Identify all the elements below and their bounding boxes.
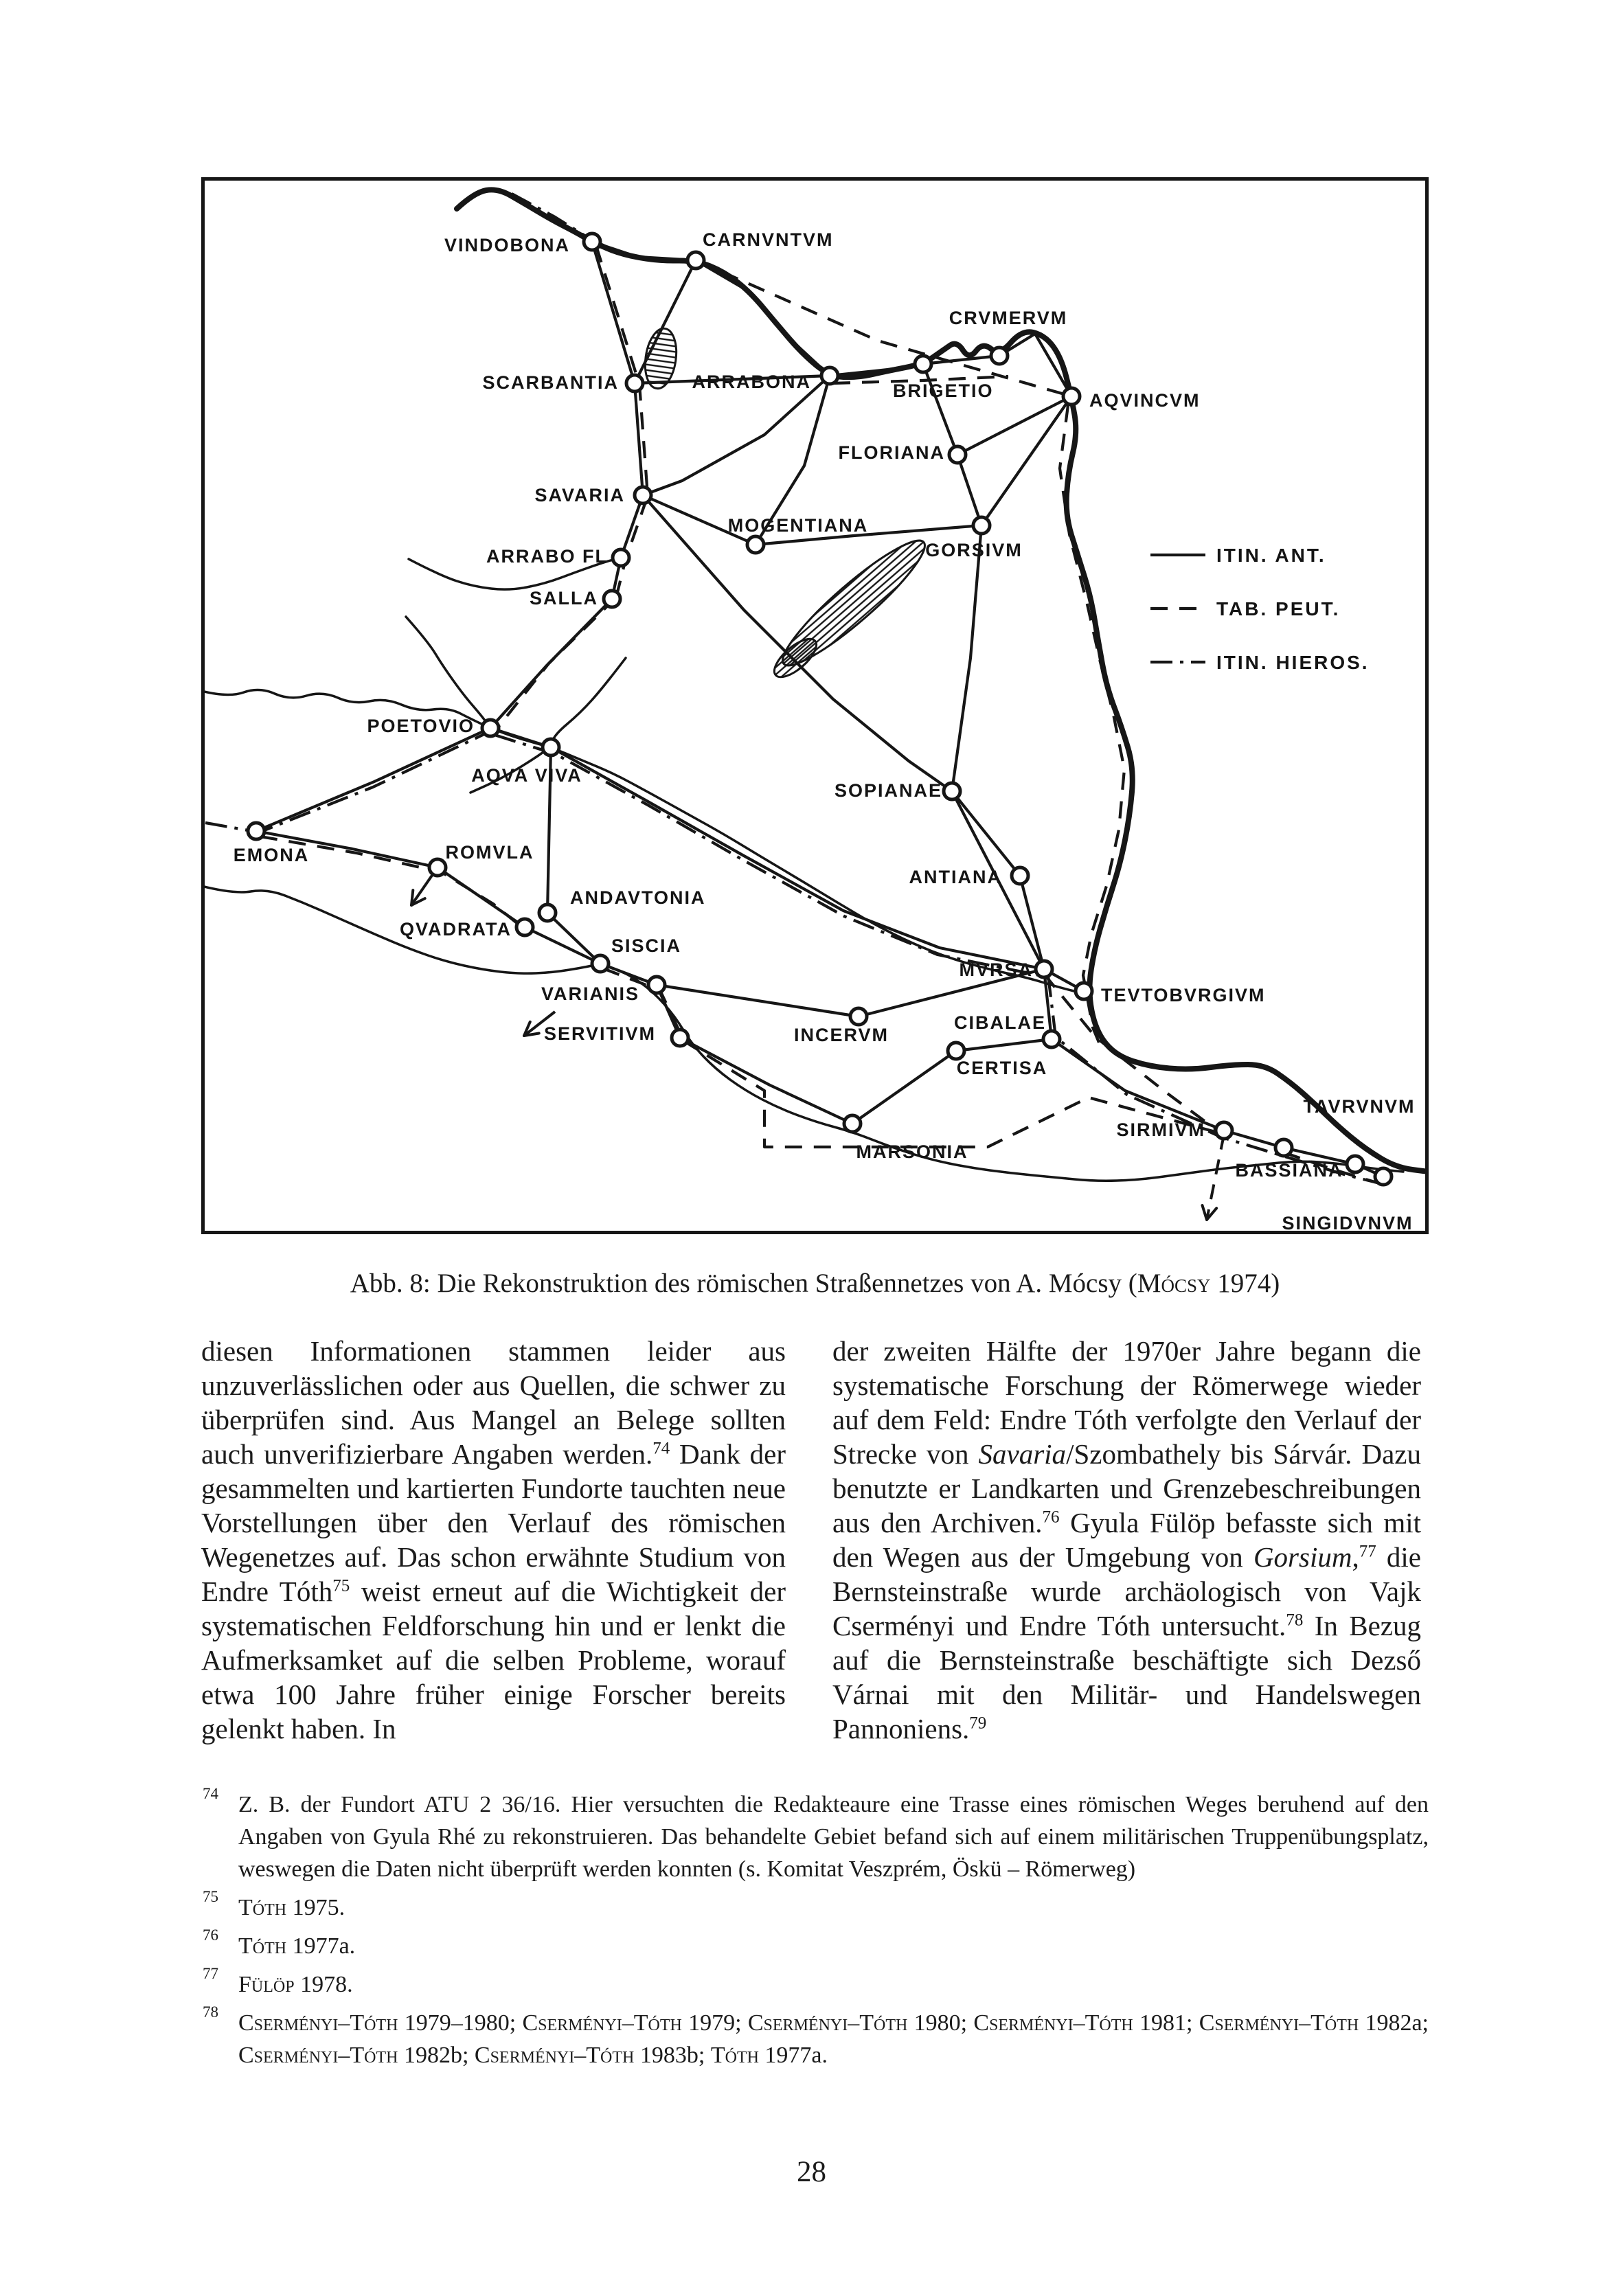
place-node-andavtonia	[539, 905, 556, 921]
road-solid	[952, 525, 981, 791]
road-solid	[696, 260, 830, 376]
place-node-vindobona	[584, 234, 600, 250]
place-node-singidvnvm	[1375, 1168, 1392, 1185]
place-label-carnvntvm: CARNVNTVM	[703, 229, 834, 250]
place-node-emona	[248, 823, 264, 839]
figure-map-frame	[201, 177, 1429, 1234]
place-label-brigetio: BRIGETIO	[893, 380, 994, 401]
place-node-aqvaviva	[543, 739, 559, 755]
place-node-floriana	[949, 446, 966, 463]
page-number: 28	[797, 2156, 826, 2188]
roman-roads-map	[201, 177, 1429, 1234]
place-node-cibalae	[1043, 1031, 1060, 1047]
place-node-poetovio	[482, 720, 499, 736]
place-node-marsonia	[844, 1115, 861, 1132]
place-node-scarbantia	[626, 375, 643, 391]
place-label-savaria: SAVARIA	[534, 485, 625, 505]
footnote-77: 77 Fülöp 1978.	[203, 1965, 353, 1997]
place-node-tevtobvrgivm	[1076, 983, 1092, 999]
road-solid	[592, 242, 635, 383]
map-border	[203, 179, 1427, 1233]
footnote-76: 76 Tóth 1977a.	[203, 1926, 356, 1959]
place-node-tavrvnvm	[1347, 1156, 1363, 1172]
road-dashdot	[1048, 975, 1388, 1185]
place-label-incervm: INCERVM	[793, 1025, 889, 1045]
legend-label-solid: ITIN. ANT.	[1216, 545, 1326, 566]
place-node-certisa	[948, 1043, 964, 1059]
road-solid	[525, 927, 600, 964]
road-solid	[1020, 876, 1044, 969]
place-label-singidvnvm: SINGIDVNVM	[1282, 1213, 1414, 1234]
place-node-romvla	[429, 859, 446, 876]
place-node-bassiana	[1275, 1139, 1292, 1156]
place-label-qvadrata: QVADRATA	[400, 919, 512, 940]
place-label-vindobona: VINDOBONA	[444, 235, 570, 255]
place-label-romvla: ROMVLA	[445, 842, 534, 863]
place-node-salla	[604, 591, 620, 607]
road-solid	[852, 1051, 956, 1124]
place-label-tavrvnvm: TAVRVNVM	[1303, 1096, 1416, 1117]
place-label-crvmervm: CRVMERVM	[949, 308, 1068, 328]
road-solid	[956, 1039, 1052, 1051]
place-node-sirmivm	[1216, 1122, 1232, 1139]
place-node-brigetio	[915, 356, 931, 372]
place-node-sopianae	[944, 783, 960, 799]
route-arrow	[1207, 1135, 1224, 1220]
place-node-varianis	[648, 977, 665, 993]
place-label-floriana: FLORIANA	[838, 442, 945, 463]
route-arrowhead	[1202, 1205, 1207, 1220]
place-node-savaria	[635, 487, 651, 503]
body-column-right: der zweiten Hälfte der 1970er Jahre begann die systematische Forschung der Römerwege wieder auf dem Feld: Endre Tóth verfolgte den Verlauf der Strecke von Savaria/Szombathely bis Sárvár. Dazu benutzte er Landkarten und Grenzebeschreibungen aus den Archiven.$^{76}$ Gyula Fülöp befasste sich mit den Wegen aus der Umgebung von Gorsium,$^{77}$ die Bernsteinstraße wurde archäologisch von Vajk Cserményi und Endre Tóth untersucht.$^{78}$ In Bezug auf die Bernsteinstraße beschäftigte sich Dezső Várnai mit den Militär- und Handelswegen Pannoniens.$^{79}$	[832, 1335, 1421, 1744]
figure-caption: Abb. 8: Die Rekonstruktion des römischen Straßennetzes von A. Mócsy (Mócsy 1974)	[350, 1269, 1280, 1298]
road-dashdot	[205, 823, 252, 831]
place-label-poetovio: POETOVIO	[367, 716, 475, 736]
road-solid	[957, 396, 1071, 455]
place-label-servitivm: SERVITIVM	[543, 1023, 656, 1044]
place-label-antiana: ANTIANA	[909, 867, 1002, 887]
place-label-scarbantia: SCARBANTIA	[482, 372, 619, 393]
road-solid	[657, 985, 859, 1016]
place-label-certisa: CERTISA	[956, 1058, 1048, 1078]
footnotes	[201, 1785, 1429, 2078]
place-label-aqvaviva: AQVA VIVA	[471, 765, 582, 786]
legend-label-dashdot: ITIN. HIEROS.	[1216, 652, 1370, 673]
road-solid	[952, 791, 1020, 876]
place-label-bassiana: BASSIANA	[1235, 1160, 1343, 1181]
place-node-siscia	[592, 955, 609, 972]
place-label-salla: SALLA	[530, 588, 598, 609]
road-solid	[981, 396, 1071, 525]
river	[406, 617, 490, 728]
place-label-gorsivm: GORSIVM	[925, 540, 1023, 560]
road-dashed	[495, 598, 616, 731]
place-node-antiana	[1012, 867, 1028, 884]
body-column-left: diesen Informationen stammen leider aus unzuverlässlichen oder aus Quellen, die schwer zu überprüfen sind. Aus Mangel an Belege sollten auch unverifizierbare Angaben werden.$^{74}$ Dank der gesammelten und kartierten Fundorte tauchten neue Vorstellungen über den Verlauf des römischen Wegenetzes auf. Das schon erwähnte Studium von Endre Tóth$^{75}$ weist erneut auf die Wichtigkeit der systematischen Feldforschung hin und er lenkt die Aufmerksamket auf die selben Probleme, worauf etwa 100 Jahre früher einige Forscher bereits gelenkt haben. In	[201, 1335, 786, 1744]
place-node-incervm	[850, 1008, 867, 1025]
road-dashed	[596, 246, 648, 598]
place-node-crvmervm	[991, 348, 1008, 364]
place-label-mvrsa: MVRSA	[959, 959, 1033, 980]
road-solid	[680, 1038, 852, 1124]
place-node-mogentiana	[747, 536, 764, 553]
place-label-marsonia: MARSONIA	[856, 1141, 968, 1162]
road-solid	[547, 913, 600, 964]
place-label-sirmivm: SIRMIVM	[1116, 1119, 1205, 1140]
road-solid	[643, 376, 830, 495]
place-node-aqvincvm	[1063, 388, 1080, 405]
place-label-aqvincvm: AQVINCVM	[1089, 390, 1201, 411]
place-node-carnvntvm	[688, 252, 704, 269]
footnote-78: 78 Cserményi–Tóth 1979–1980; Cserményi–Tóth 1979; Cserményi–Tóth 1980; Cserményi–Tóth 1981; Cserményi–Tóth 1982a; Cserményi–Tóth 1982b; Cserményi–Tóth 1983b; Tóth 1977a.	[203, 2003, 1429, 2068]
road-dashdot	[512, 194, 586, 236]
place-node-servitivm	[672, 1030, 688, 1046]
place-label-tevtobvrgivm: TEVTOBVRGIVM	[1101, 985, 1266, 1005]
legend-label-dashed: TAB. PEUT.	[1216, 598, 1341, 620]
place-label-cibalae: CIBALAE	[954, 1012, 1046, 1033]
place-label-andavtonia: ANDAVTONIA	[570, 887, 706, 908]
place-label-sopianae: SOPIANAE	[834, 780, 942, 801]
place-label-mogentiana: MOGENTIANA	[727, 515, 869, 536]
place-node-gorsivm	[973, 517, 990, 534]
footnote-74: 74 Z. B. der Fundort ATU 2 36/16. Hier versuchten die Redakteaure eine Trasse eines römischen Weges beruhend auf den Angaben von Gyula Rhé zu rekonstruieren. Das behandelte Gebiet befand sich auf einem militärischen Truppenübungsplatz, weswegen die Daten nicht überprüft werden konnten (s. Komitat Veszprém, Öskü – Römerweg)	[203, 1785, 1429, 1882]
road-solid	[256, 728, 490, 831]
place-node-qvadrata	[517, 919, 533, 935]
route-arrowhead	[411, 890, 413, 905]
place-label-siscia: SISCIA	[611, 935, 682, 956]
road-solid	[957, 455, 981, 525]
place-node-arrabona	[821, 367, 838, 384]
place-label-emona: EMONA	[233, 845, 310, 865]
road-solid	[923, 364, 957, 455]
place-node-mvrsa	[1036, 961, 1052, 977]
footnote-75: 75 Tóth 1975.	[203, 1888, 345, 1920]
place-label-arrabona: ARRABONA	[692, 372, 811, 392]
place-node-arrabofl	[613, 549, 629, 566]
place-label-varianis: VARIANIS	[541, 984, 639, 1004]
place-label-arrabofl: ARRABO FL	[486, 546, 608, 567]
